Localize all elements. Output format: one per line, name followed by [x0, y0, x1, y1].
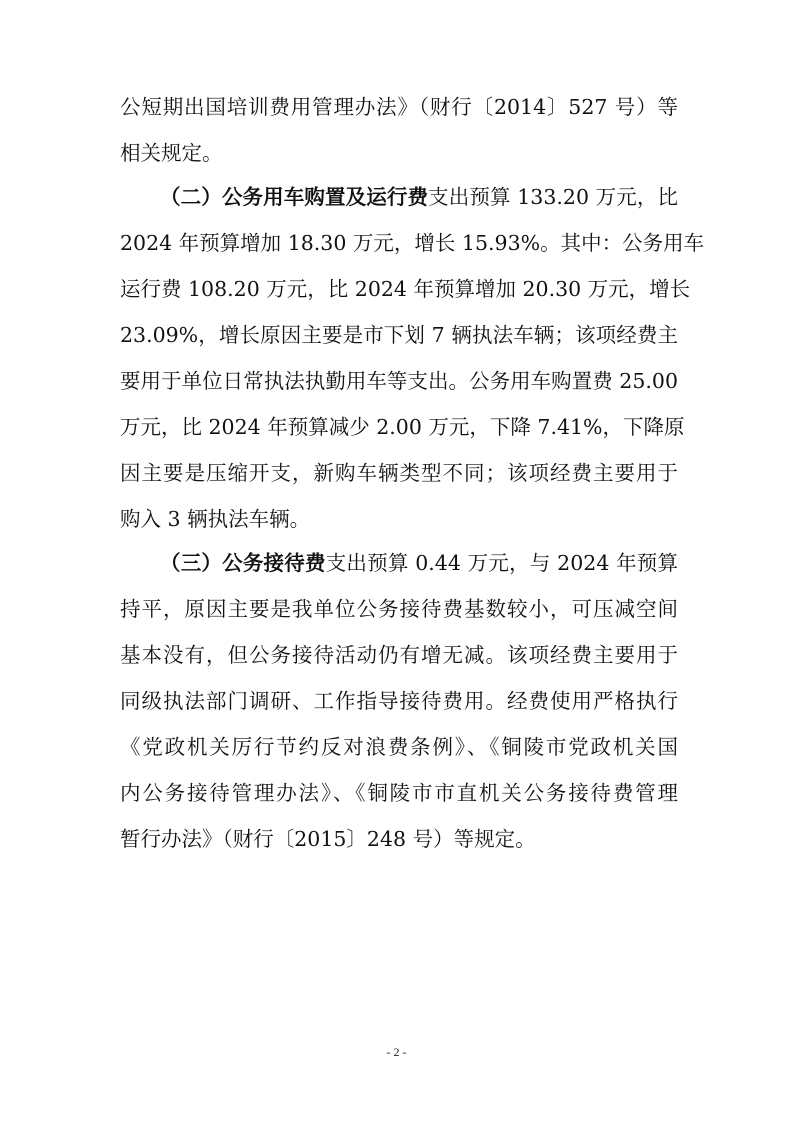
section-heading-vehicle: （二）公务用车购置及运行费 [160, 185, 429, 209]
paragraph-3-line-2: 持平，原因主要是我单位公务接待费基数较小，可压减空间 [120, 597, 678, 621]
paragraph-2-line-2: 2024 年预算增加 18.30 万元，增长 15.93%。其中：公务用车 [120, 231, 705, 255]
paragraph-3-line-1-text: 支出预算 0.44 万元，与 2024 年预算 [325, 551, 679, 575]
paragraph-3-line-4: 同级执法部门调研、工作指导接待费用。经费使用严格执行 [120, 689, 678, 713]
section-heading-reception: （三）公务接待费 [160, 551, 326, 575]
paragraph-2-line-3: 运行费 108.20 万元，比 2024 年预算增加 20.30 万元，增长 [120, 277, 691, 301]
paragraph-2-line-4: 23.09%，增长原因主要是市下划 7 辆执法车辆；该项经费主 [120, 323, 678, 347]
paragraph-3-line-3: 基本没有，但公务接待活动仍有增无减。该项经费主要用于 [120, 643, 678, 667]
paragraph-2-line-5: 要用于单位日常执法执勤用车等支出。公务用车购置费 25.00 [120, 369, 678, 393]
paragraph-2-line-1 [120, 178, 678, 216]
paragraph-3-line-1 [120, 544, 678, 582]
paragraph-3-line-6: 内公务接待管理办法》、《铜陵市市直机关公务接待费管理 [120, 781, 678, 805]
paragraph-2-line-1-text: 支出预算 133.20 万元，比 [428, 185, 679, 209]
paragraph-2-line-8: 购入 3 辆执法车辆。 [120, 507, 311, 531]
paragraph-1-line-2: 相关规定。 [120, 141, 223, 165]
paragraph-1-line-1: 公短期出国培训费用管理办法》（财行〔2014〕527 号）等 [120, 95, 678, 119]
paragraph-2-line-6: 万元，比 2024 年预算减少 2.00 万元，下降 7.41%，下降原 [120, 415, 685, 439]
paragraph-2-line-7: 因主要是压缩开支，新购车辆类型不同；该项经费主要用于 [120, 461, 678, 485]
paragraph-3-line-7: 暂行办法》（财行〔2015〕248 号）等规定。 [120, 827, 536, 851]
page-number: - 2 - [386, 1045, 407, 1059]
paragraph-3-line-5: 《党政机关厉行节约反对浪费条例》、《铜陵市党政机关国 [120, 735, 678, 759]
